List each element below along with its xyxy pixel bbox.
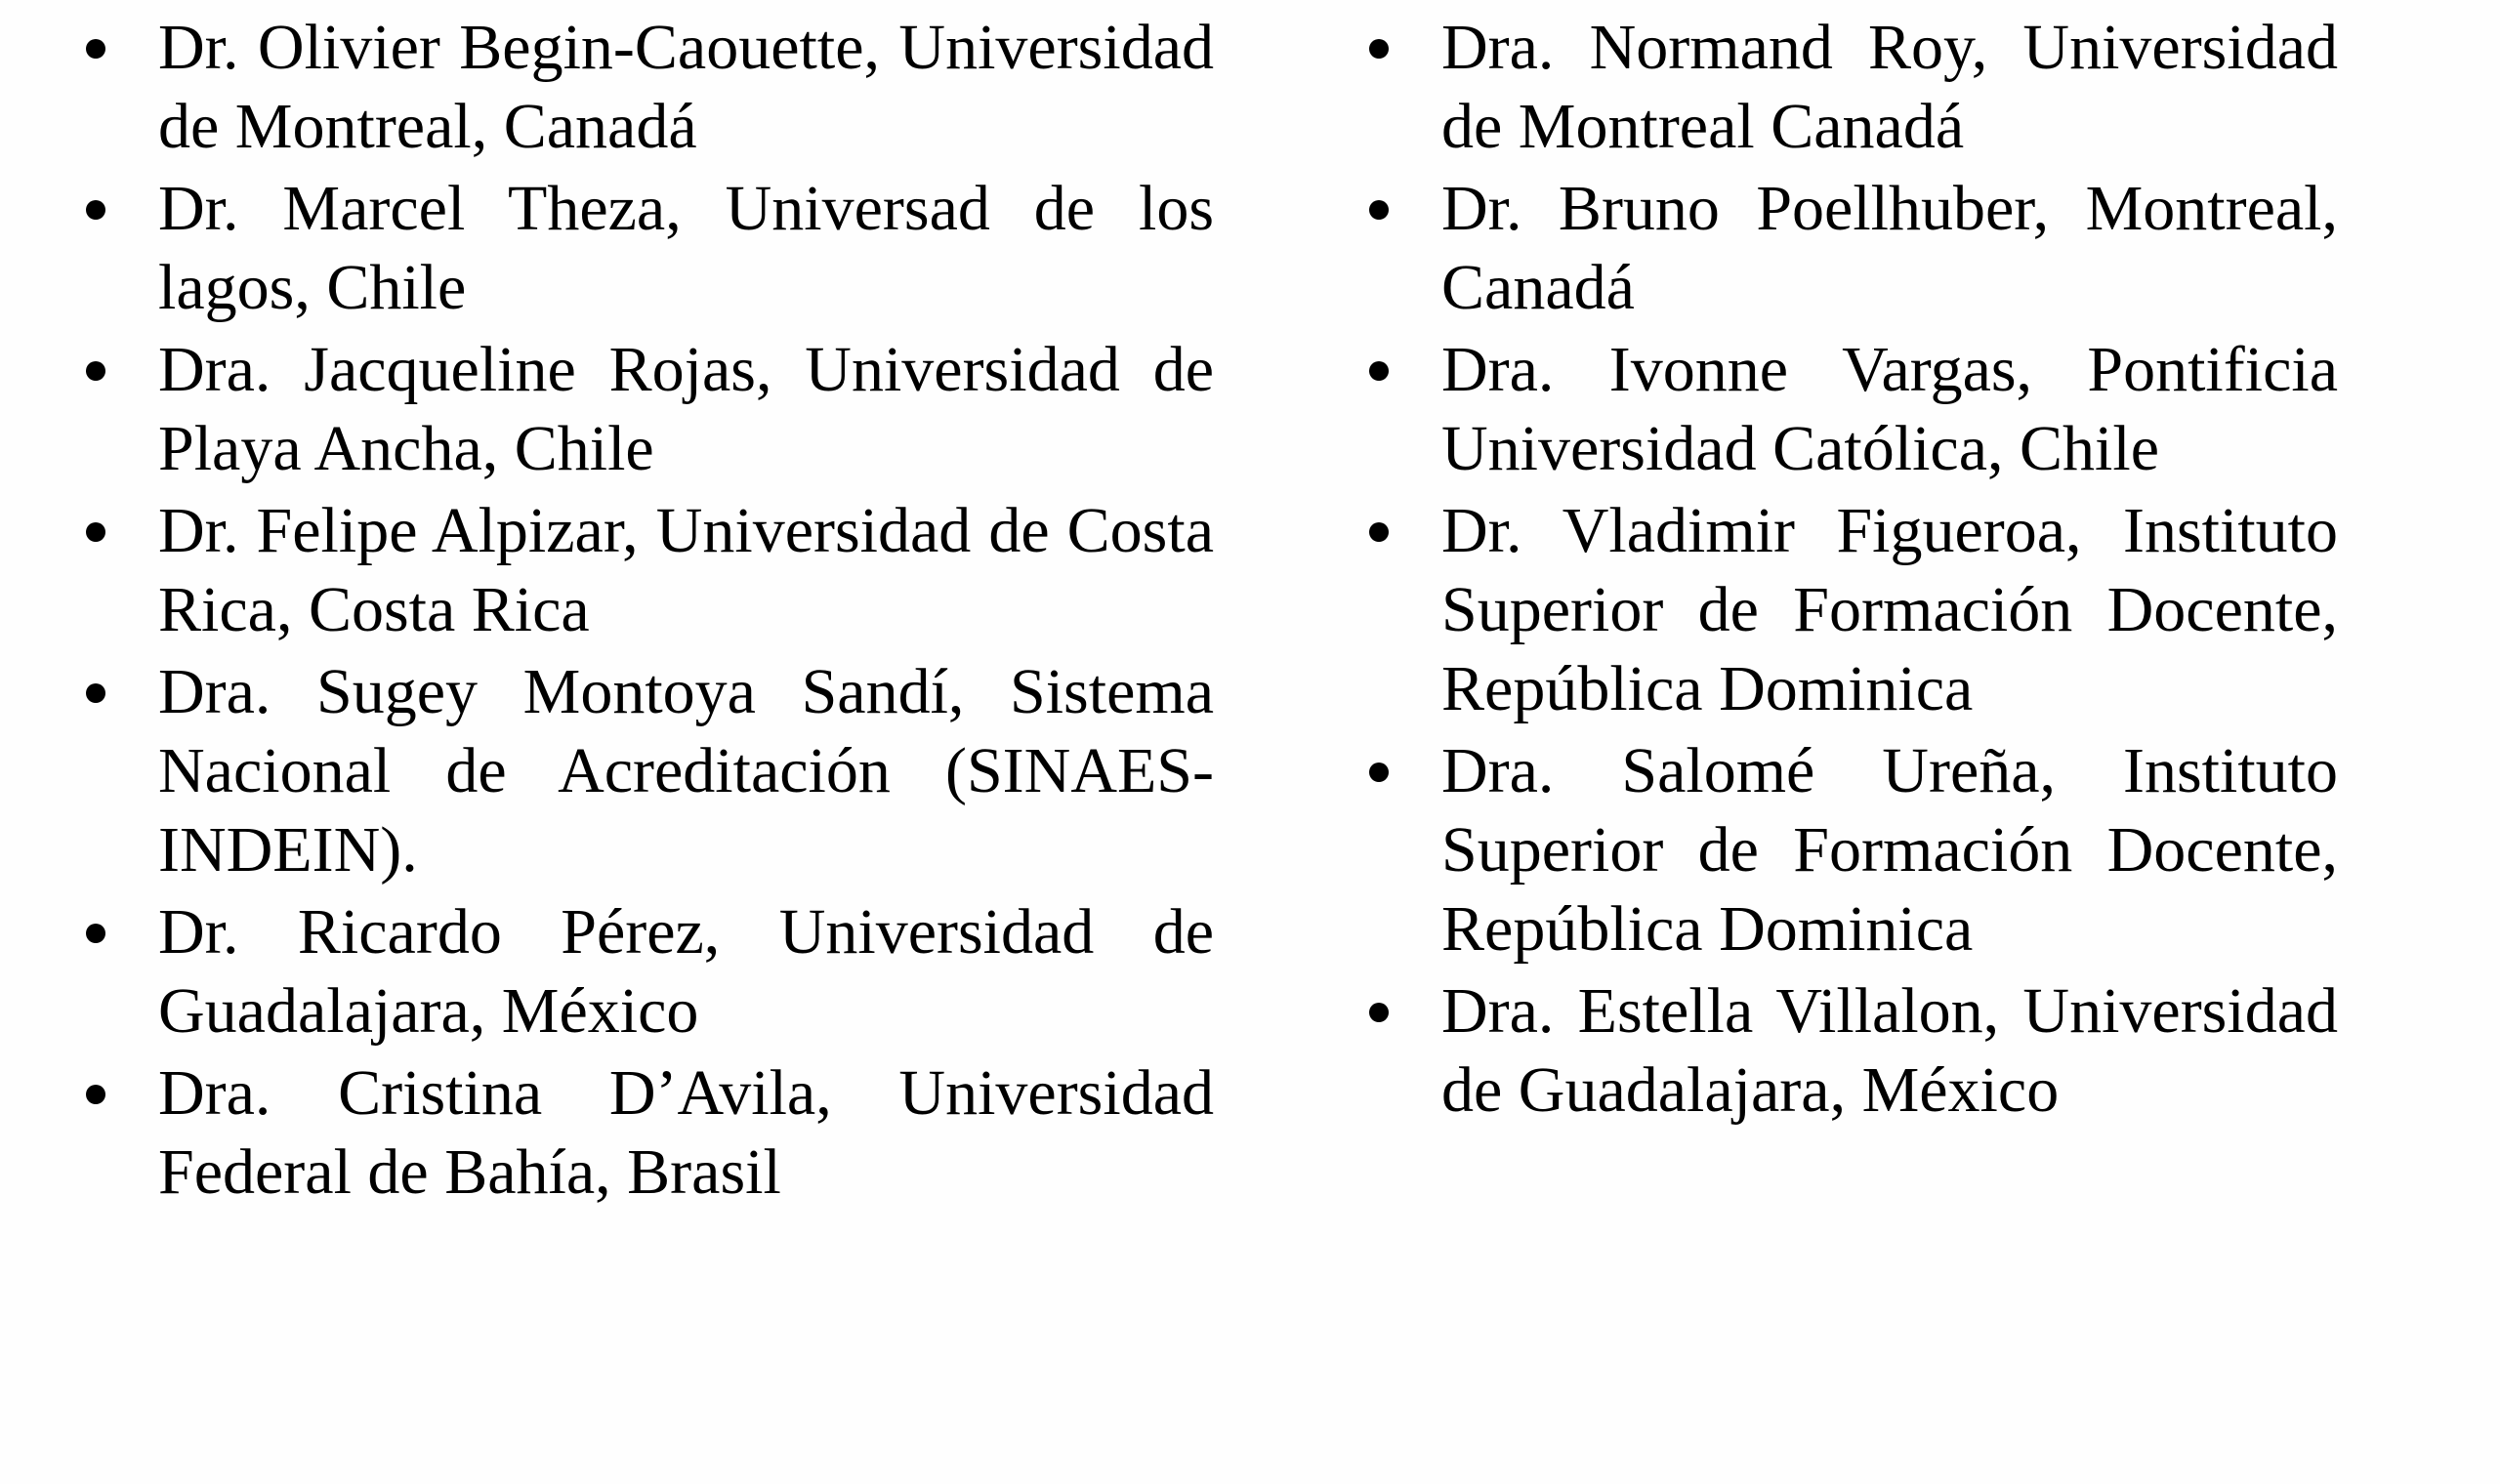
bullet-icon — [86, 1085, 105, 1104]
list-item — [78, 491, 1214, 649]
list-item — [1361, 491, 2338, 728]
list-item-text: Dr. Marcel Theza, Universad de los lagos, Chile — [158, 173, 1214, 323]
list-item — [1361, 8, 2338, 166]
bullet-icon — [1369, 763, 1389, 782]
list-item-text: Dr. Bruno Poellhuber, Montreal, Canadá — [1441, 173, 2338, 323]
bullet-icon — [1369, 39, 1389, 59]
bullet-icon — [86, 200, 105, 220]
list-item — [1361, 731, 2338, 969]
list-item-text: Dra. Jacqueline Rojas, Universidad de Playa Ancha, Chile — [158, 334, 1214, 484]
list-item-text: Dra. Sugey Montoya Sandí, Sistema Nacional de Acreditación (SINAES-INDEIN). — [158, 656, 1214, 886]
list-item — [78, 8, 1214, 166]
list-item-text: Dr. Ricardo Pérez, Universidad de Guadalajara, México — [158, 896, 1214, 1047]
right-column — [1361, 8, 2338, 1133]
committee-list-left — [78, 8, 1214, 1212]
bullet-icon — [1369, 1003, 1389, 1022]
list-item-text: Dr. Felipe Alpizar, Universidad de Costa Rica, Costa Rica — [158, 495, 1214, 645]
list-item-text: Dra. Salomé Ureña, Instituto Superior de Formación Docente, República Dominica — [1441, 735, 2338, 965]
list-item-text: Dra. Cristina D’Avila, Universidad Federal de Bahía, Brasil — [158, 1057, 1214, 1208]
bullet-icon — [1369, 522, 1389, 542]
list-item — [78, 652, 1214, 889]
list-item — [1361, 169, 2338, 327]
list-item — [78, 169, 1214, 327]
bullet-icon — [1369, 361, 1389, 381]
bullet-icon — [86, 522, 105, 542]
left-column — [78, 8, 1214, 1215]
committee-list-right — [1361, 8, 2338, 1130]
list-item — [78, 1053, 1214, 1212]
bullet-icon — [86, 361, 105, 381]
list-item-text: Dra. Normand Roy, Universidad de Montreal Canadá — [1441, 12, 2338, 162]
bullet-icon — [86, 924, 105, 943]
bullet-icon — [86, 683, 105, 703]
list-item — [78, 892, 1214, 1051]
list-item — [1361, 330, 2338, 488]
list-item — [1361, 971, 2338, 1130]
list-item — [78, 330, 1214, 488]
list-item-text: Dra. Ivonne Vargas, Pontificia Universidad Católica, Chile — [1441, 334, 2338, 484]
list-item-text: Dr. Vladimir Figueroa, Instituto Superior de Formación Docente, República Dominica — [1441, 495, 2338, 724]
bullet-icon — [1369, 200, 1389, 220]
bullet-icon — [86, 39, 105, 59]
list-item-text: Dr. Olivier Begin-Caouette, Universidad de Montreal, Canadá — [158, 12, 1214, 162]
list-item-text: Dra. Estella Villalon, Universidad de Guadalajara, México — [1441, 975, 2338, 1126]
